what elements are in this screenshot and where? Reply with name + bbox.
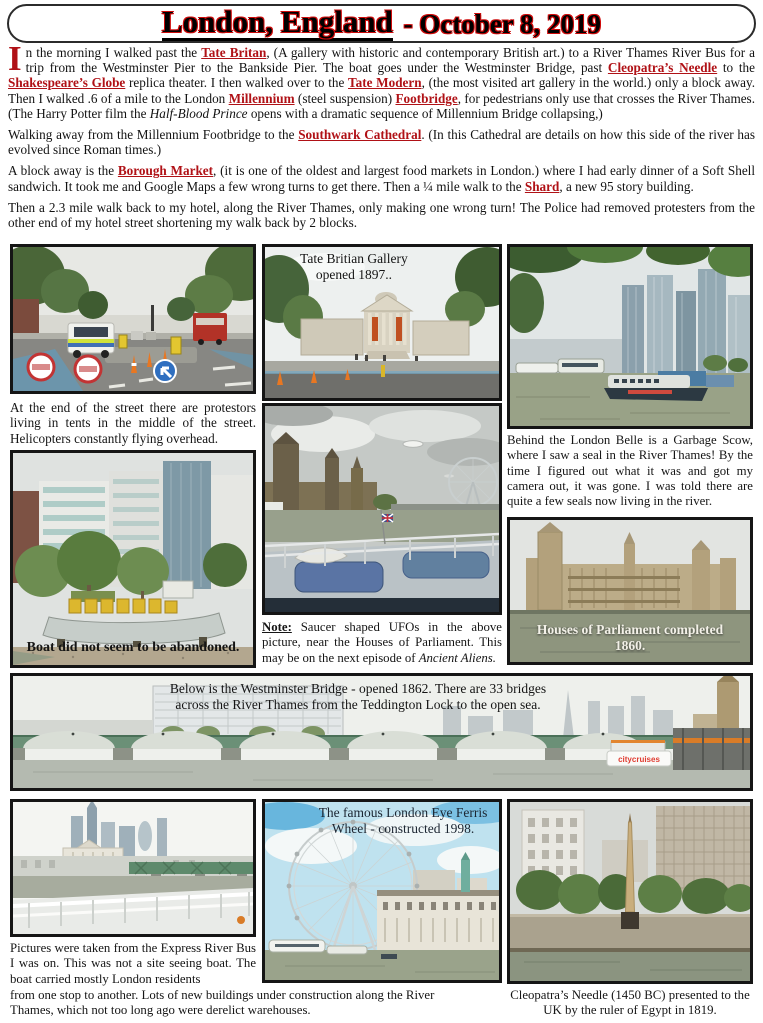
citycruises-label: citycruises [618, 755, 660, 764]
citycruises-boat [607, 740, 671, 766]
photo-houses-of-parliament [507, 517, 753, 665]
text-link[interactable]: Southwark Cathedral [298, 127, 422, 143]
intro-paragraph-2 [8, 127, 755, 157]
caption-london-belle: Behind the London Belle is a Garbage Scow, where I saw a seal in the River Thames! By the time I figured out what it was and got my camera out, it was gone. I was told there are quite a few seals now living in the river. [507, 433, 753, 509]
text-link[interactable]: Tate Britan [201, 45, 267, 60]
text-segment: opens with a dramatic sequence of Millennium Bridge collapsing,) [247, 105, 603, 121]
brick-building [13, 299, 39, 337]
text-segment: , a new 95 story building. [559, 178, 694, 194]
blue-arrow-sign [154, 360, 176, 382]
photo-river-bus-view [10, 799, 256, 937]
text-link[interactable]: Tate Modern [348, 75, 422, 91]
text-segment: Note: [262, 620, 292, 634]
intro-paragraph-3 [8, 163, 755, 193]
text-segment: . (In this Cathedral are details on how this side of the river has evolved since Roman times.) [8, 127, 755, 158]
ufo-parliament-illustration [265, 406, 499, 612]
intro-paragraph-4 [8, 200, 755, 230]
intro-text [8, 45, 755, 242]
photo-beached-boat [10, 450, 256, 668]
photo-ufo-parliament [262, 403, 502, 615]
text-segment: Walking away from the Millennium Footbridge to the [8, 127, 299, 143]
caption-ufo-note [262, 620, 502, 670]
caption-river-bus-part2: from one stop to another. Lots of new buildings under construction along the River Thames, which not too long ago were derelict warehouses. [10, 988, 435, 1018]
caption-cleopatras-needle: Cleopatra’s Needle (1450 BC) presented to the UK by the ruler of Egypt in 1819. [510, 988, 750, 1018]
banner [372, 317, 378, 341]
overlay-boat-caption: Boat did not seem to be abandoned. [26, 640, 240, 655]
text-segment: to the [717, 60, 755, 76]
cleopatras-needle-illustration [510, 802, 750, 981]
title-banner [7, 4, 756, 43]
life-ring [237, 916, 245, 924]
text-segment: Half-Blood Prince [149, 105, 248, 121]
paragraph-text [8, 200, 755, 230]
beached-boat-illustration [13, 453, 253, 665]
text-segment: , for pedestrians only use that crosses the River Thames. (The Harry Potter film the [8, 90, 755, 121]
text-segment: Ancient Aliens. [418, 650, 496, 665]
caption-street-protest: At the end of the street there are protestors living in tents in the middle of the street. Helicopters constantly flying overhead. [10, 400, 256, 446]
london-belle-illustration [510, 247, 750, 426]
text-link[interactable]: Shard [524, 178, 560, 194]
overlay-panorama-caption: Below is the Westminster Bridge - opened 1862. There are 33 bridges across the River Thames from the Teddington Lock to the open sea. [169, 681, 547, 712]
intro-paragraph-1 [8, 45, 755, 121]
paragraph-text [8, 163, 755, 193]
text-segment: (steel suspension) [294, 90, 396, 106]
drop-cap: I [8, 45, 22, 78]
text-link[interactable]: Millennium [228, 90, 295, 106]
overlay-eye-caption: The famous London Eye Ferris Wheel - constructed 1998. [318, 805, 488, 836]
overlay-parliament-caption: Houses of Parliament completed 1860. [536, 622, 724, 653]
photo-london-eye [262, 799, 502, 983]
text-link[interactable]: Cleopatra’s Needle [607, 60, 718, 76]
red-double-decker-bus [193, 313, 227, 345]
photo-london-belle [507, 244, 753, 429]
text-segment: Saucer shaped UFOs in the above picture, near the Houses of Parliament. This may be on the next episode of [262, 620, 502, 665]
text-segment: A block away is the [8, 163, 118, 179]
text-segment: n the morning I walked past the [25, 45, 202, 60]
text-link[interactable]: Borough Market [117, 163, 214, 179]
photo-street-protest [10, 244, 256, 394]
paragraph-text [8, 45, 755, 121]
text-link[interactable]: Shakespeare’s Globe [8, 75, 126, 91]
page-title-date: - October 8, 2019 [396, 8, 602, 39]
river [510, 952, 750, 981]
caption-river-bus-part1: Pictures were taken from the Express River Bus I was on. This was not a site seeing boat. The boat carried mostly London residents [10, 941, 256, 986]
pier [673, 728, 750, 770]
text-segment: Then a 2.3 mile walk back to my hotel, along the River Thames, only making one wrong turn! The Police had removed protesters from the other end of my hotel street shortening my walk back by 2 blocks. [8, 199, 755, 231]
text-segment: , (it is one of the oldest and largest food markets in London.) where I had early dinner of a Soft Shell sandwich. It took me and Google Maps a few wrong turns to get there. Then a ¼ mile walk to the [8, 163, 755, 194]
paragraph-text [8, 127, 755, 157]
police-van [68, 323, 114, 358]
banner [396, 317, 402, 341]
page-title: London, England [161, 3, 393, 39]
photo-westminster-bridge-panorama [10, 673, 753, 791]
photo-tate-gallery [262, 244, 502, 401]
text-segment: , (A gallery with historic and contemporary British art.) to a River Thames River Bus for a trip from the Westminster Pier to the Bankside Pier. The boat goes under the Westminster Bridge, past [25, 45, 755, 76]
photo-cleopatras-needle [507, 799, 753, 984]
text-segment: , (the most visited art gallery in the world.) only a block away. Then I walked .6 of a mile to the London [8, 75, 755, 106]
overlay-tate-caption: Tate Britian Gallery opened 1897.. [300, 251, 408, 282]
text-segment: replica theater. I then walked over to the [125, 75, 349, 91]
union-jack-flag [382, 514, 393, 522]
text-link[interactable]: Footbridge [395, 90, 458, 106]
river-bus-view-illustration [13, 802, 253, 934]
street-scene-illustration [13, 247, 253, 391]
